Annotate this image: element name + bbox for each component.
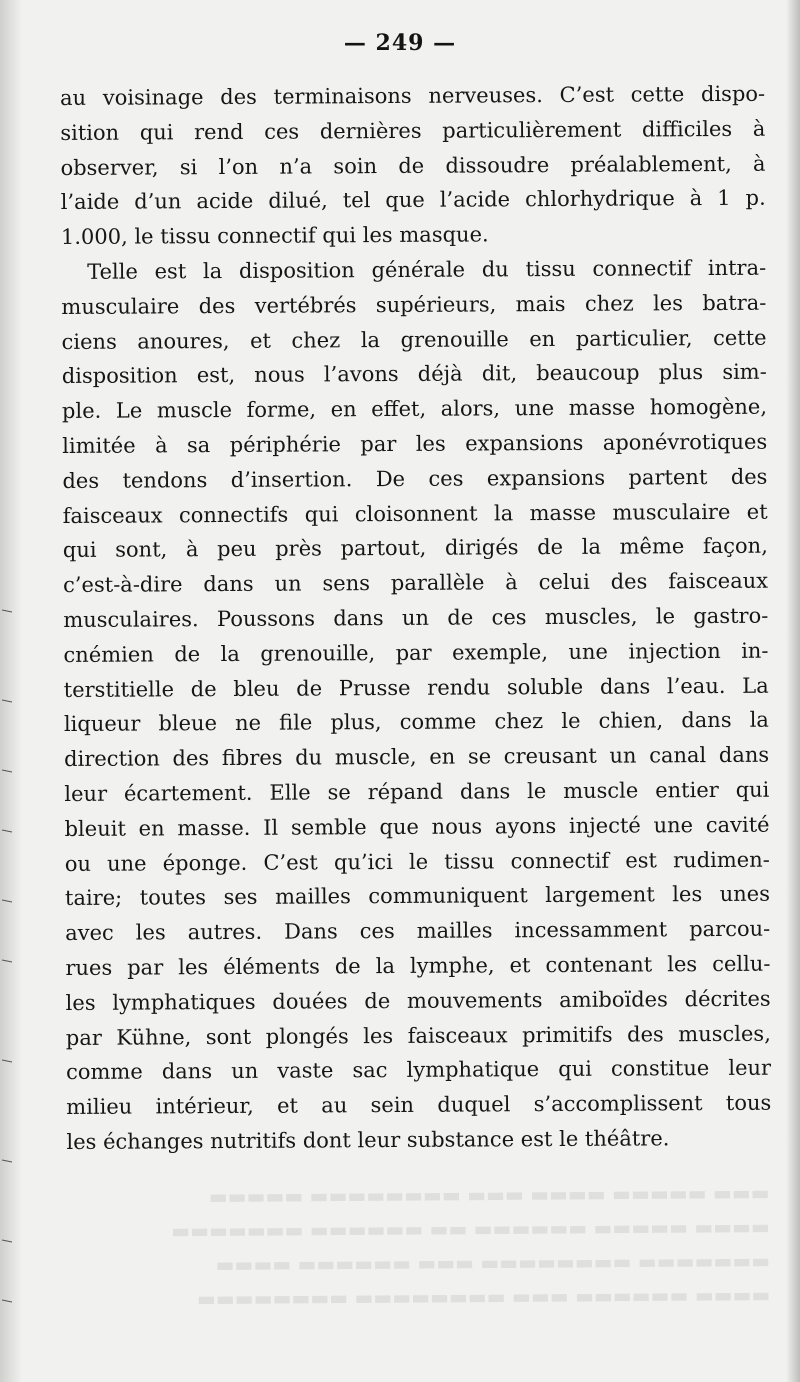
- text-line: ciens anoures, et chez la grenouille en particulier, cette: [61, 325, 767, 354]
- text-line: musculaire des vertébrés supérieurs, mais chez les batra-: [61, 290, 767, 319]
- text-line: liqueur bleue ne file plus, comme chez le chien, dans la: [63, 708, 769, 737]
- binding-marks: [0, 0, 14, 1382]
- text-line: l’aide d’un acide dilué, tel que l’acide chlorhydrique à 1 p.: [60, 186, 766, 215]
- text-line: musculaires. Poussons dans un de ces muscles, le gastro-: [63, 603, 769, 632]
- text-line: leur écartement. Elle se répand dans le muscle entier qui: [64, 777, 770, 806]
- text-line: 1.000, le tissu connectif qui les masque.: [60, 222, 489, 250]
- text-line: qui sont, à peu près partout, dirigés de la même façon,: [62, 534, 768, 563]
- bleed-through-texture: ▬▬▬ ▬▬▬▬▬ ▬▬▬▬ ▬▬▬ ▬▬▬▬▬▬▬▬ ▬▬▬▬▬ ▬▬▬▬ ▬▬▬▬▬ ▬▬▬▬▬▬ ▬▬ ▬▬▬▬▬▬ ▬▬▬▬▬▬▬ ▬▬▬▬▬▬▬ ▬▬▬▬▬▬▬▬ ▬▬▬ ▬▬▬▬▬▬ ▬▬▬▬ ▬▬▬▬ ▬▬▬▬▬▬ ▬▬▬ ▬▬▬▬▬▬▬▬ ▬▬▬▬▬▬▬▬: [171, 1180, 771, 1311]
- text-line: avec les autres. Dans ces mailles incessamment parcou-: [65, 916, 771, 946]
- text-line: disposition est, nous l’avons déjà dit, beaucoup plus sim-: [61, 360, 767, 389]
- text-line: faisceaux connectifs qui cloisonnent la masse musculaire et: [62, 499, 768, 528]
- text-line: c’est-à-dire dans un sens parallèle à celui des faisceaux: [63, 568, 769, 598]
- text-line: des tendons d’insertion. De ces expansions partent des: [62, 464, 768, 493]
- text-line: les lymphatiques douées de mouvements amiboïdes décrites: [65, 986, 771, 1015]
- text-line: direction des fibres du muscle, en se creusant un canal dans: [64, 742, 770, 772]
- text-line: sition qui rend ces dernières particulièrement difficiles à: [60, 116, 766, 145]
- text-line: comme dans un vaste sac lymphatique qui constitue leur: [65, 1055, 772, 1085]
- text-line: les échanges nutritifs dont leur substance est le théâtre.: [66, 1126, 670, 1154]
- text-line: au voisinage des terminaisons nerveuses. C’est cette dispo-: [60, 81, 766, 110]
- text-line: observer, si l’on n’a soin de dissoudre préalablement, à: [60, 151, 766, 180]
- text-line: taire; toutes ses mailles communiquent largement les unes: [64, 882, 771, 911]
- text-line: ple. Le muscle forme, en effet, alors, une masse homogène,: [61, 394, 768, 424]
- text-line: rues par les éléments de la lymphe, et contenant les cellu-: [65, 951, 771, 980]
- text-line: milieu intérieur, et au sein duquel s’accomplissent tous: [66, 1090, 772, 1120]
- text-line: ou une éponge. C’est qu’ici le tissu connectif est rudimen-: [64, 847, 770, 876]
- text-line: terstitielle de bleu de Prusse rendu soluble dans l’eau. La: [63, 673, 769, 702]
- text-line: cnémien de la grenouille, par exemple, une injection in-: [63, 638, 769, 667]
- text-line: limitée à sa périphérie par les expansions aponévrotiques: [62, 429, 768, 458]
- page-number: — 249 —: [343, 30, 457, 56]
- text-line: par Kühne, sont plongés les faisceaux primitifs des muscles,: [65, 1021, 771, 1050]
- text-line: bleuit en masse. Il semble que nous ayons injecté une cavité: [64, 812, 770, 841]
- text-line: Telle est la disposition générale du tissu connectif intra-: [87, 255, 767, 284]
- page-body: [60, 77, 772, 1160]
